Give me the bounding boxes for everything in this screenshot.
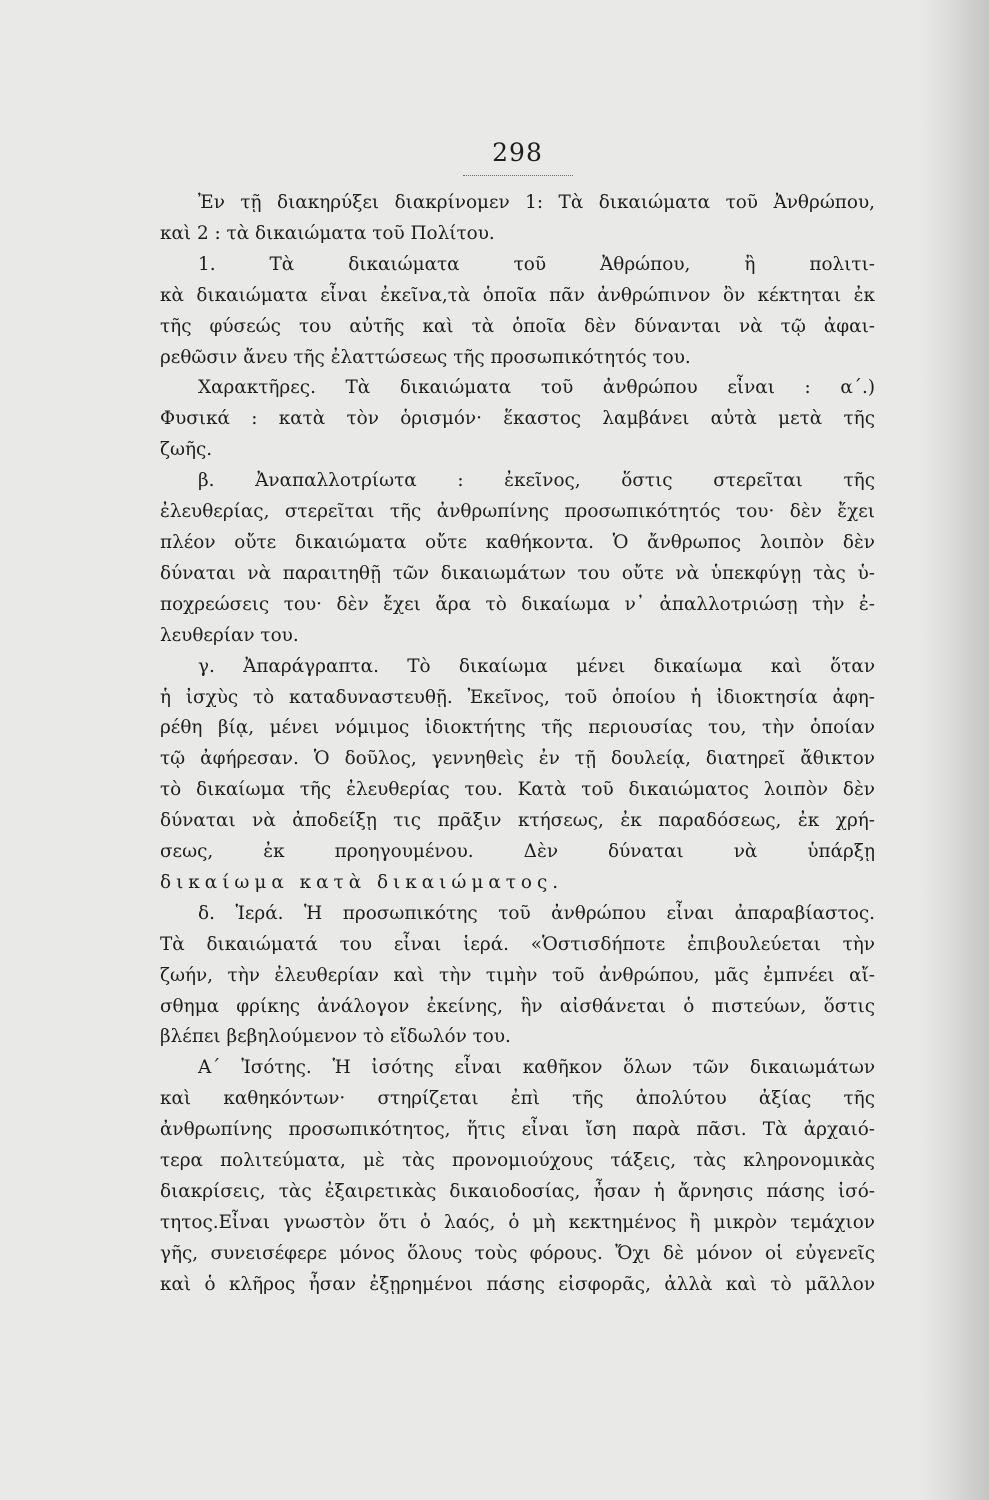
body-text — [160, 188, 875, 1301]
text-line: τητος.Εἶναι γνωστὸν ὅτι ὁ λαός, ὁ μὴ κεκτημένος ἢ μικρὸν τεμάχιον — [160, 1211, 875, 1233]
text-line: πλέον οὔτε δικαιώματα οὔτε καθήκοντα. Ὁ ἄνθρωπος λοιπὸν δὲν — [160, 531, 875, 553]
text-line: 1. Τὰ δικαιώματα τοῦ Ἀθρώπου, ἢ πολιτι- — [198, 253, 875, 275]
text-line: ρέθη βίᾳ, μένει νόμιμος ἰδιοκτήτης τῆς περιουσίας του, τὴν ὁποίαν — [160, 717, 875, 739]
text-line: ἡ ἰσχὺς τὸ καταδυναστευθῇ. Ἐκεῖνος, τοῦ ὁποίου ἡ ἰδιοκτησία ἀφη- — [160, 686, 875, 708]
text-line: λευθερίαν του. — [160, 624, 299, 646]
text-line: Α΄ Ἰσότης. Ἡ ἰσότης εἶναι καθῆκον ὅλων τῶν δικαιωμάτων — [198, 1057, 875, 1079]
text-line: βλέπει βεβηλούμενον τὸ εἴδωλόν του. — [160, 1026, 511, 1048]
text-line: τερα πολιτεύματα, μὲ τὰς προνομιούχους τάξεις, τὰς κληρονομικὰς — [160, 1150, 875, 1172]
text-line: καὶ ὁ κλῆρος ἦσαν ἐξῃρημένοι πάσης εἰσφορᾶς, ἀλλὰ καὶ τὸ μᾶλλον — [160, 1273, 875, 1295]
text-line: ἀνθρωπίνης προσωπικότητος, ἥτις εἶναι ἴση παρὰ πᾶσι. Τὰ ἀρχαιό- — [160, 1119, 875, 1141]
text-line: γ. Ἀπαράγραπτα. Τὸ δικαίωμα μένει δικαίωμα καὶ ὅταν — [198, 655, 875, 677]
page-number-rule — [463, 175, 573, 176]
text-line: γῆς, συνεισέφερε μόνος ὅλους τοὺς φόρους. Ὄχι δὲ μόνον οἱ εὐγενεῖς — [160, 1242, 875, 1264]
text-line: β. Ἀναπαλλοτρίωτα : ἐκεῖνος, ὅστις στερεῖται τῆς — [198, 470, 875, 492]
text-line: Ἐν τῇ διακηρύξει διακρίνομεν 1: Τὰ δικαιώματα τοῦ Ἀνθρώπου, — [198, 192, 875, 213]
text-line: ρεθῶσιν ἄνευ τῆς ἐλαττώσεως τῆς προσωπικότητός του. — [160, 346, 691, 368]
text-line: Φυσικά : κατὰ τὸν ὁρισμόν· ἕκαστος λαμβάνει αὐτὰ μετὰ τῆς — [160, 408, 875, 430]
text-line: καὶ 2 : τὰ δικαιώματα τοῦ Πολίτου. — [160, 222, 495, 244]
text-line: ἐλευθερίας, στερεῖται τῆς ἀνθρωπίνης προσωπικότητός του· δὲν ἔχει — [160, 501, 875, 523]
text-line: σεως, ἐκ προηγουμένου. Δὲν δύναται νὰ ὑπάρξῃ — [160, 841, 875, 863]
text-line: Τὰ δικαιώματά του εἶναι ἱερά. «Ὁστισδήποτε ἐπιβουλεύεται τὴν — [160, 933, 875, 955]
text-line: τὸ δικαίωμα τῆς ἐλευθερίας του. Κατὰ τοῦ δικαιώματος λοιπὸν δὲν — [160, 779, 875, 801]
text-line: τῆς φύσεώς του αὐτῆς καὶ τὰ ὁποῖα δὲν δύνανται νὰ τῷ ἀφαι- — [160, 315, 875, 337]
scan-edge-shadow — [919, 0, 989, 1500]
book-page — [160, 140, 875, 1301]
text-line: σθημα φρίκης ἀνάλογον ἐκείνης, ἣν αἰσθάνεται ὁ πιστεύων, ὅστις — [160, 995, 875, 1017]
text-line: Χαρακτῆρες. Τὰ δικαιώματα τοῦ ἀνθρώπου εἶναι : α΄.) — [198, 377, 875, 399]
text-line: ζωῆς. — [160, 439, 213, 461]
text-line: δικαίωμα κατὰ δικαιώματος. — [160, 871, 564, 893]
text-line: τῷ ἀφήρεσαν. Ὁ δοῦλος, γεννηθεὶς ἐν τῇ δουλείᾳ, διατηρεῖ ἄθικτον — [160, 748, 875, 770]
text-line: ζωήν, τὴν ἐλευθερίαν καὶ τὴν τιμὴν τοῦ ἀνθρώπου, μᾶς ἐμπνέει αἴ- — [160, 964, 875, 986]
text-line: διακρίσεις, τὰς ἐξαιρετικὰς δικαιοδοσίας, ἦσαν ἡ ἄρνησις πάσης ἰσό- — [160, 1181, 875, 1202]
text-line: δύναται νὰ παραιτηθῇ τῶν δικαιωμάτων του οὔτε νὰ ὑπεκφύγῃ τὰς ὑ- — [160, 562, 875, 584]
text-line: κὰ δικαιώματα εἶναι ἐκεῖνα,τὰ ὁποῖα πᾶν ἀνθρώπινον ὂν κέκτηται ἐκ — [160, 284, 875, 306]
text-line: δ. Ἱερά. Ἡ προσωπικότης τοῦ ἀνθρώπου εἶναι ἀπαραβίαστος. — [198, 902, 875, 924]
text-line: καὶ καθηκόντων· στηρίζεται ἐπὶ τῆς ἀπολύτου ἀξίας τῆς — [160, 1088, 875, 1110]
text-line: δύναται νὰ ἀποδείξῃ τις πρᾶξιν κτήσεως, ἐκ παραδόσεως, ἐκ χρή- — [160, 810, 875, 832]
page-number: 298 — [492, 138, 543, 167]
text-line: ποχρεώσεις του· δὲν ἔχει ἄρα τὸ δικαίωμα ν᾽ ἀπαλλοτριώσῃ τὴν ἐ- — [160, 593, 875, 615]
